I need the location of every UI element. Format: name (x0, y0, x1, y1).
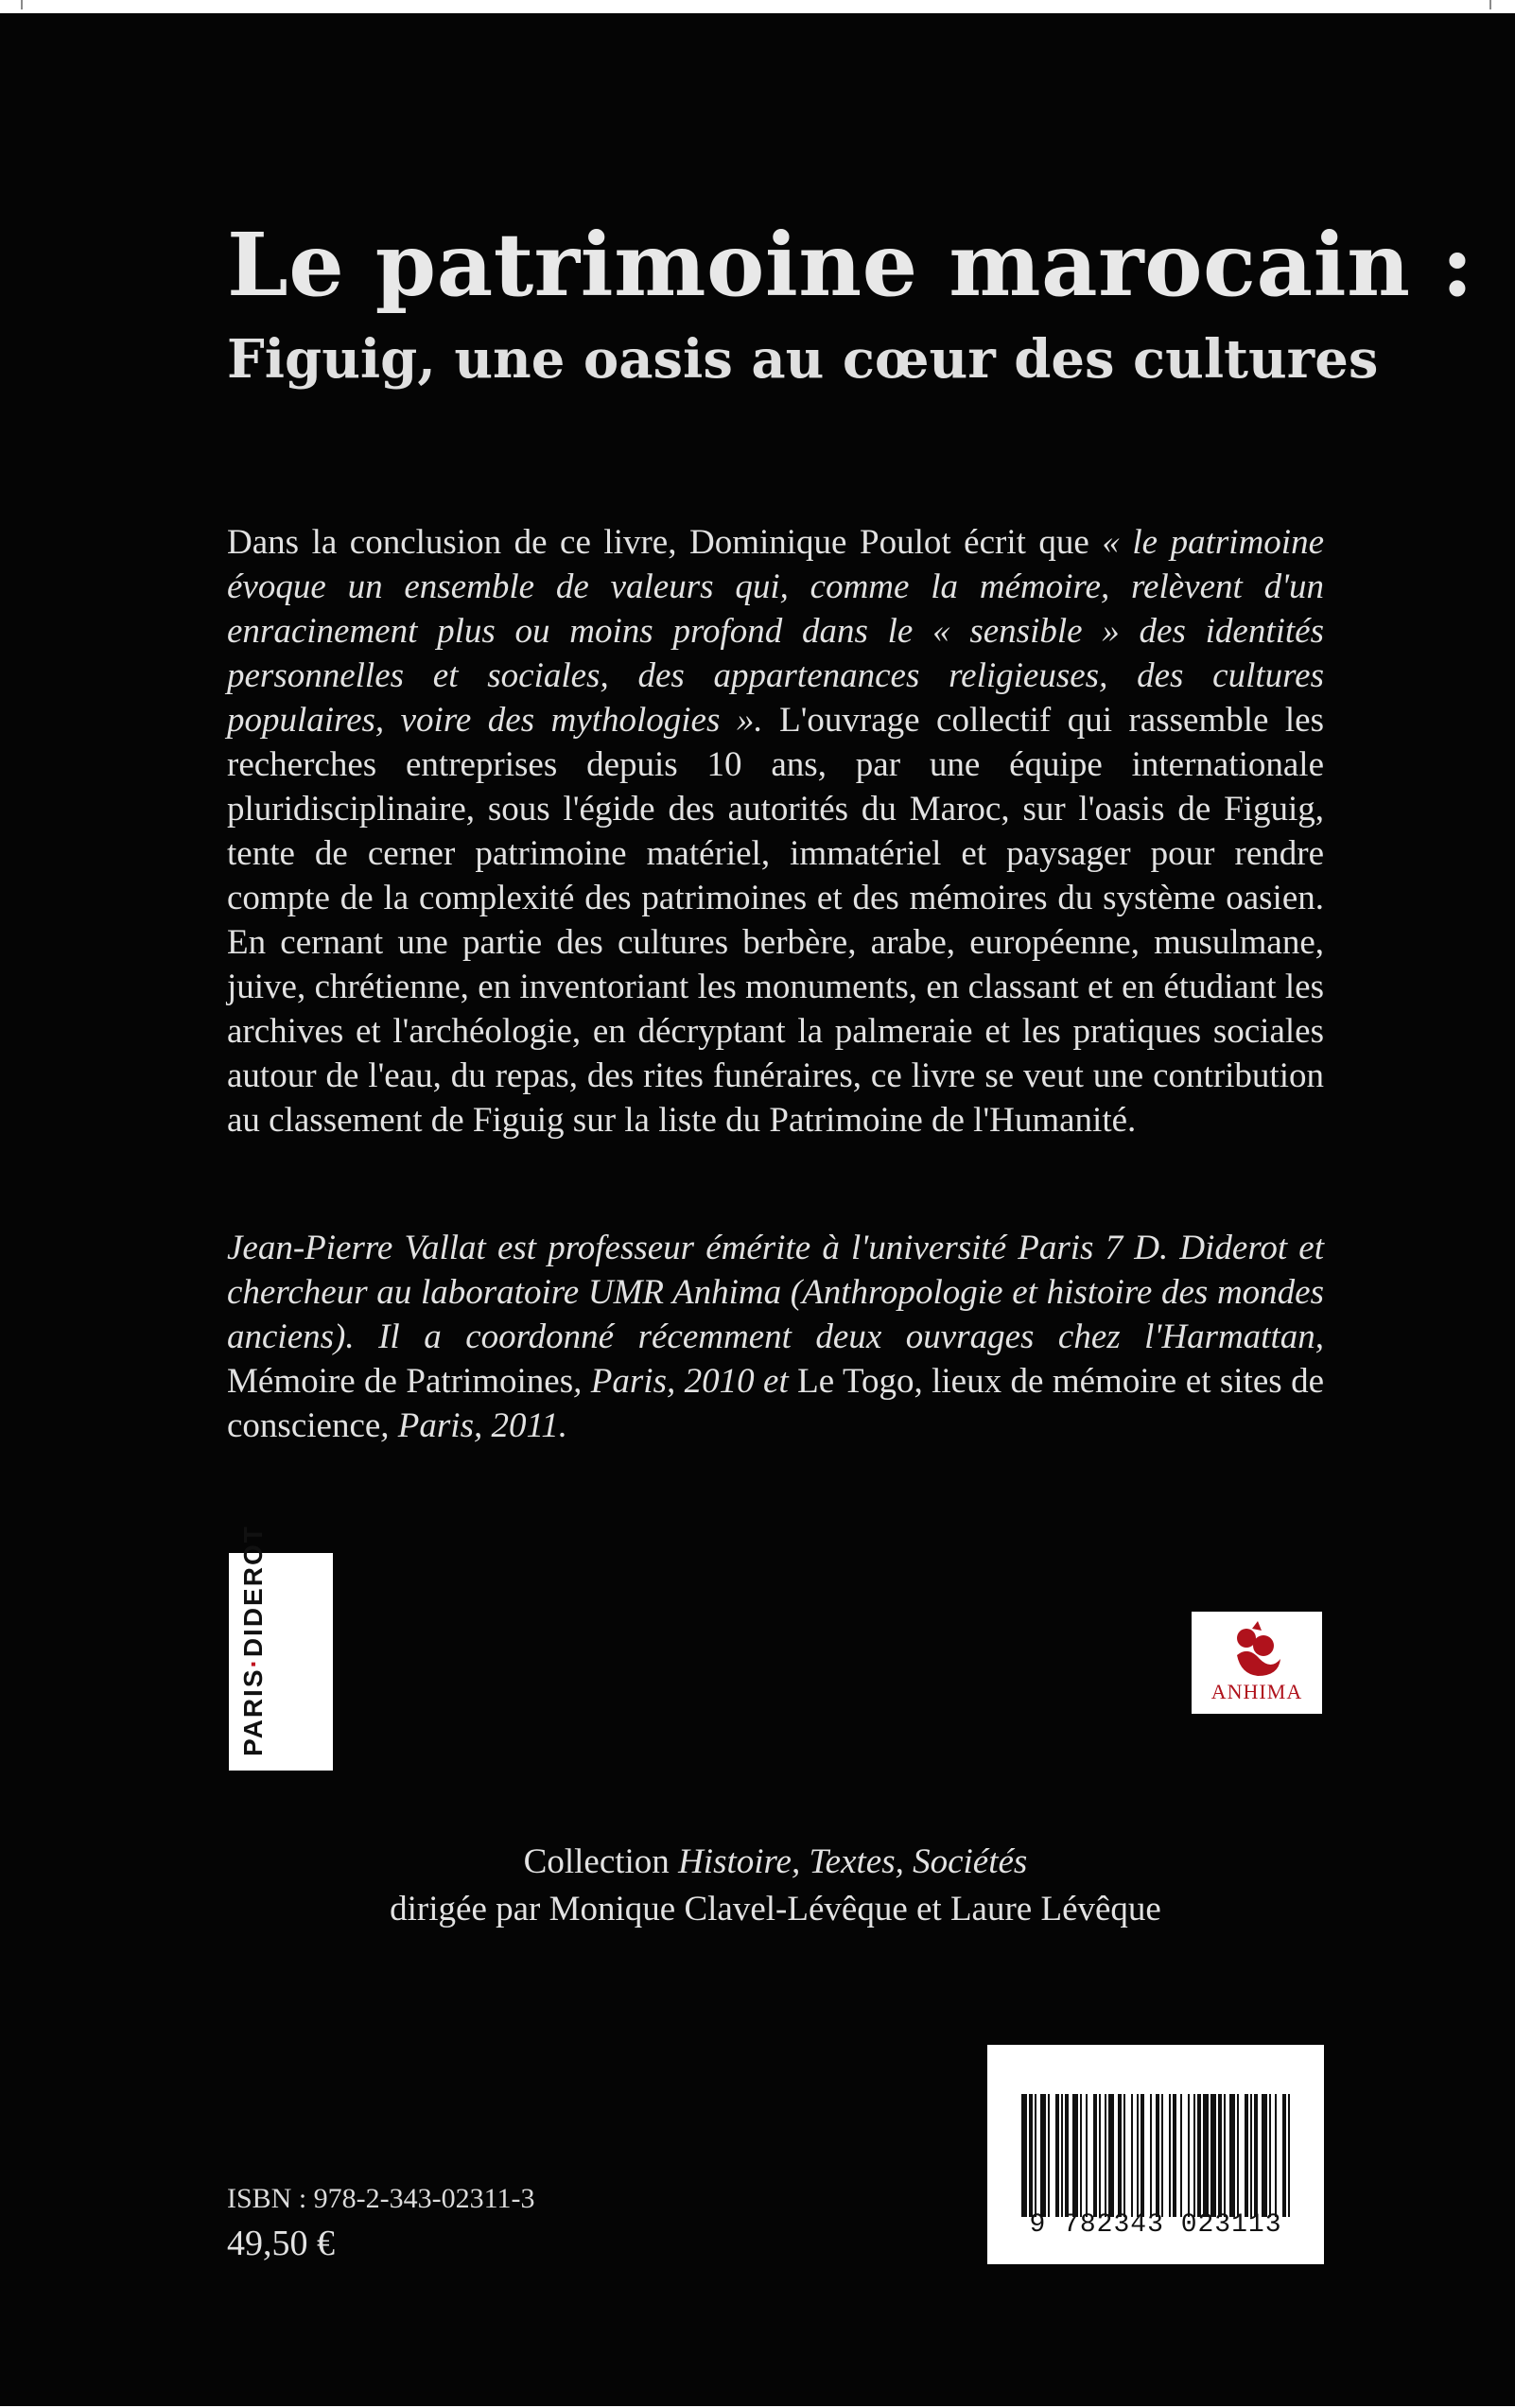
collection-directors: dirigée par Monique Clavel-Lévêque et Laure Lévêque (390, 1890, 1161, 1928)
bio-book-1: Mémoire de Patrimoines (227, 1362, 574, 1401)
barcode-digits: 9 782343 023113 (1029, 2210, 1282, 2240)
bio-part-3: , Paris, 2011. (380, 1406, 567, 1445)
summary-rest: L'ouvrage collectif qui rassemble les recherches entreprises depuis 10 ans, par une équipe internationale pluridisciplinaire, sous l'égide des autorités du Maroc, sur l'oasis de Figuig, tente de cerner patrimoine matériel, immatériel et paysager pour rendre compte de la complexité des patrimoines et des mémoires du système oasien. En cernant une partie des cultures berbère, arabe, européenne, musulmane, juive, chrétienne, en inventoriant les monuments, en classant et en étudiant les archives et l'archéologie, en décryptant la palmeraie et les pratiques sociales autour de l'eau, du repas, des rites funéraires, ce livre se veut une contribution au classement de Figuig sur la liste du Patrimoine de l'Humanité. (227, 701, 1325, 1140)
bio-book-2: Le Togo, lieux de mémoire et sites de conscience (227, 1362, 1324, 1445)
bio-part-1: Jean-Pierre Vallat est professeur émérite à l'université Paris 7 D. Diderot et chercheur au laboratoire UMR Anhima (Anthropologie et histoire des mondes anciens). Il a coordonné récemment deux ouvrages chez l'Harmattan, (227, 1229, 1324, 1356)
back-cover (0, 13, 1515, 2406)
summary-quote: « le patrimoine évoque un ensemble de valeurs qui, comme la mémoire, relèvent d'un enracinement plus ou moins profond dans le « sensible » des identités personnelles et sociales, des appartenances religieuses, des cultures populaires, voire des mythologies ». (227, 523, 1324, 740)
author-bio (227, 1226, 1324, 1448)
book-title: Le patrimoine marocain : (227, 214, 1474, 316)
collection-info (227, 1839, 1324, 1933)
logo-paris-text: PARIS (238, 1667, 268, 1756)
book-subtitle: Figuig, une oasis au cœur des cultures (227, 328, 1379, 391)
paris-diderot-logo (229, 1525, 333, 1771)
barcode (987, 2045, 1324, 2264)
isbn: ISBN : 978-2-343-02311-3 (227, 2183, 535, 2214)
paris-diderot-wordmark: PARIS·DIDEROT (238, 1525, 268, 1756)
price: 49,50 € (227, 2224, 335, 2263)
anhima-logo (1192, 1612, 1322, 1714)
collection-name: Histoire, Textes, Sociétés (678, 1842, 1028, 1881)
anhima-text: ANHIMA (1210, 1680, 1303, 1703)
summary-intro: Dans la conclusion de ce livre, Dominique Poulot écrit que (227, 523, 1103, 562)
logo-diderot-text: DIDEROT (238, 1525, 268, 1658)
summary-paragraph (227, 520, 1324, 1143)
anhima-emblem-icon (1192, 1617, 1322, 1684)
bio-part-2: , Paris, 2010 et (573, 1362, 798, 1401)
collection-line (227, 1839, 1324, 1886)
collection-prefix: Collection (523, 1842, 679, 1881)
